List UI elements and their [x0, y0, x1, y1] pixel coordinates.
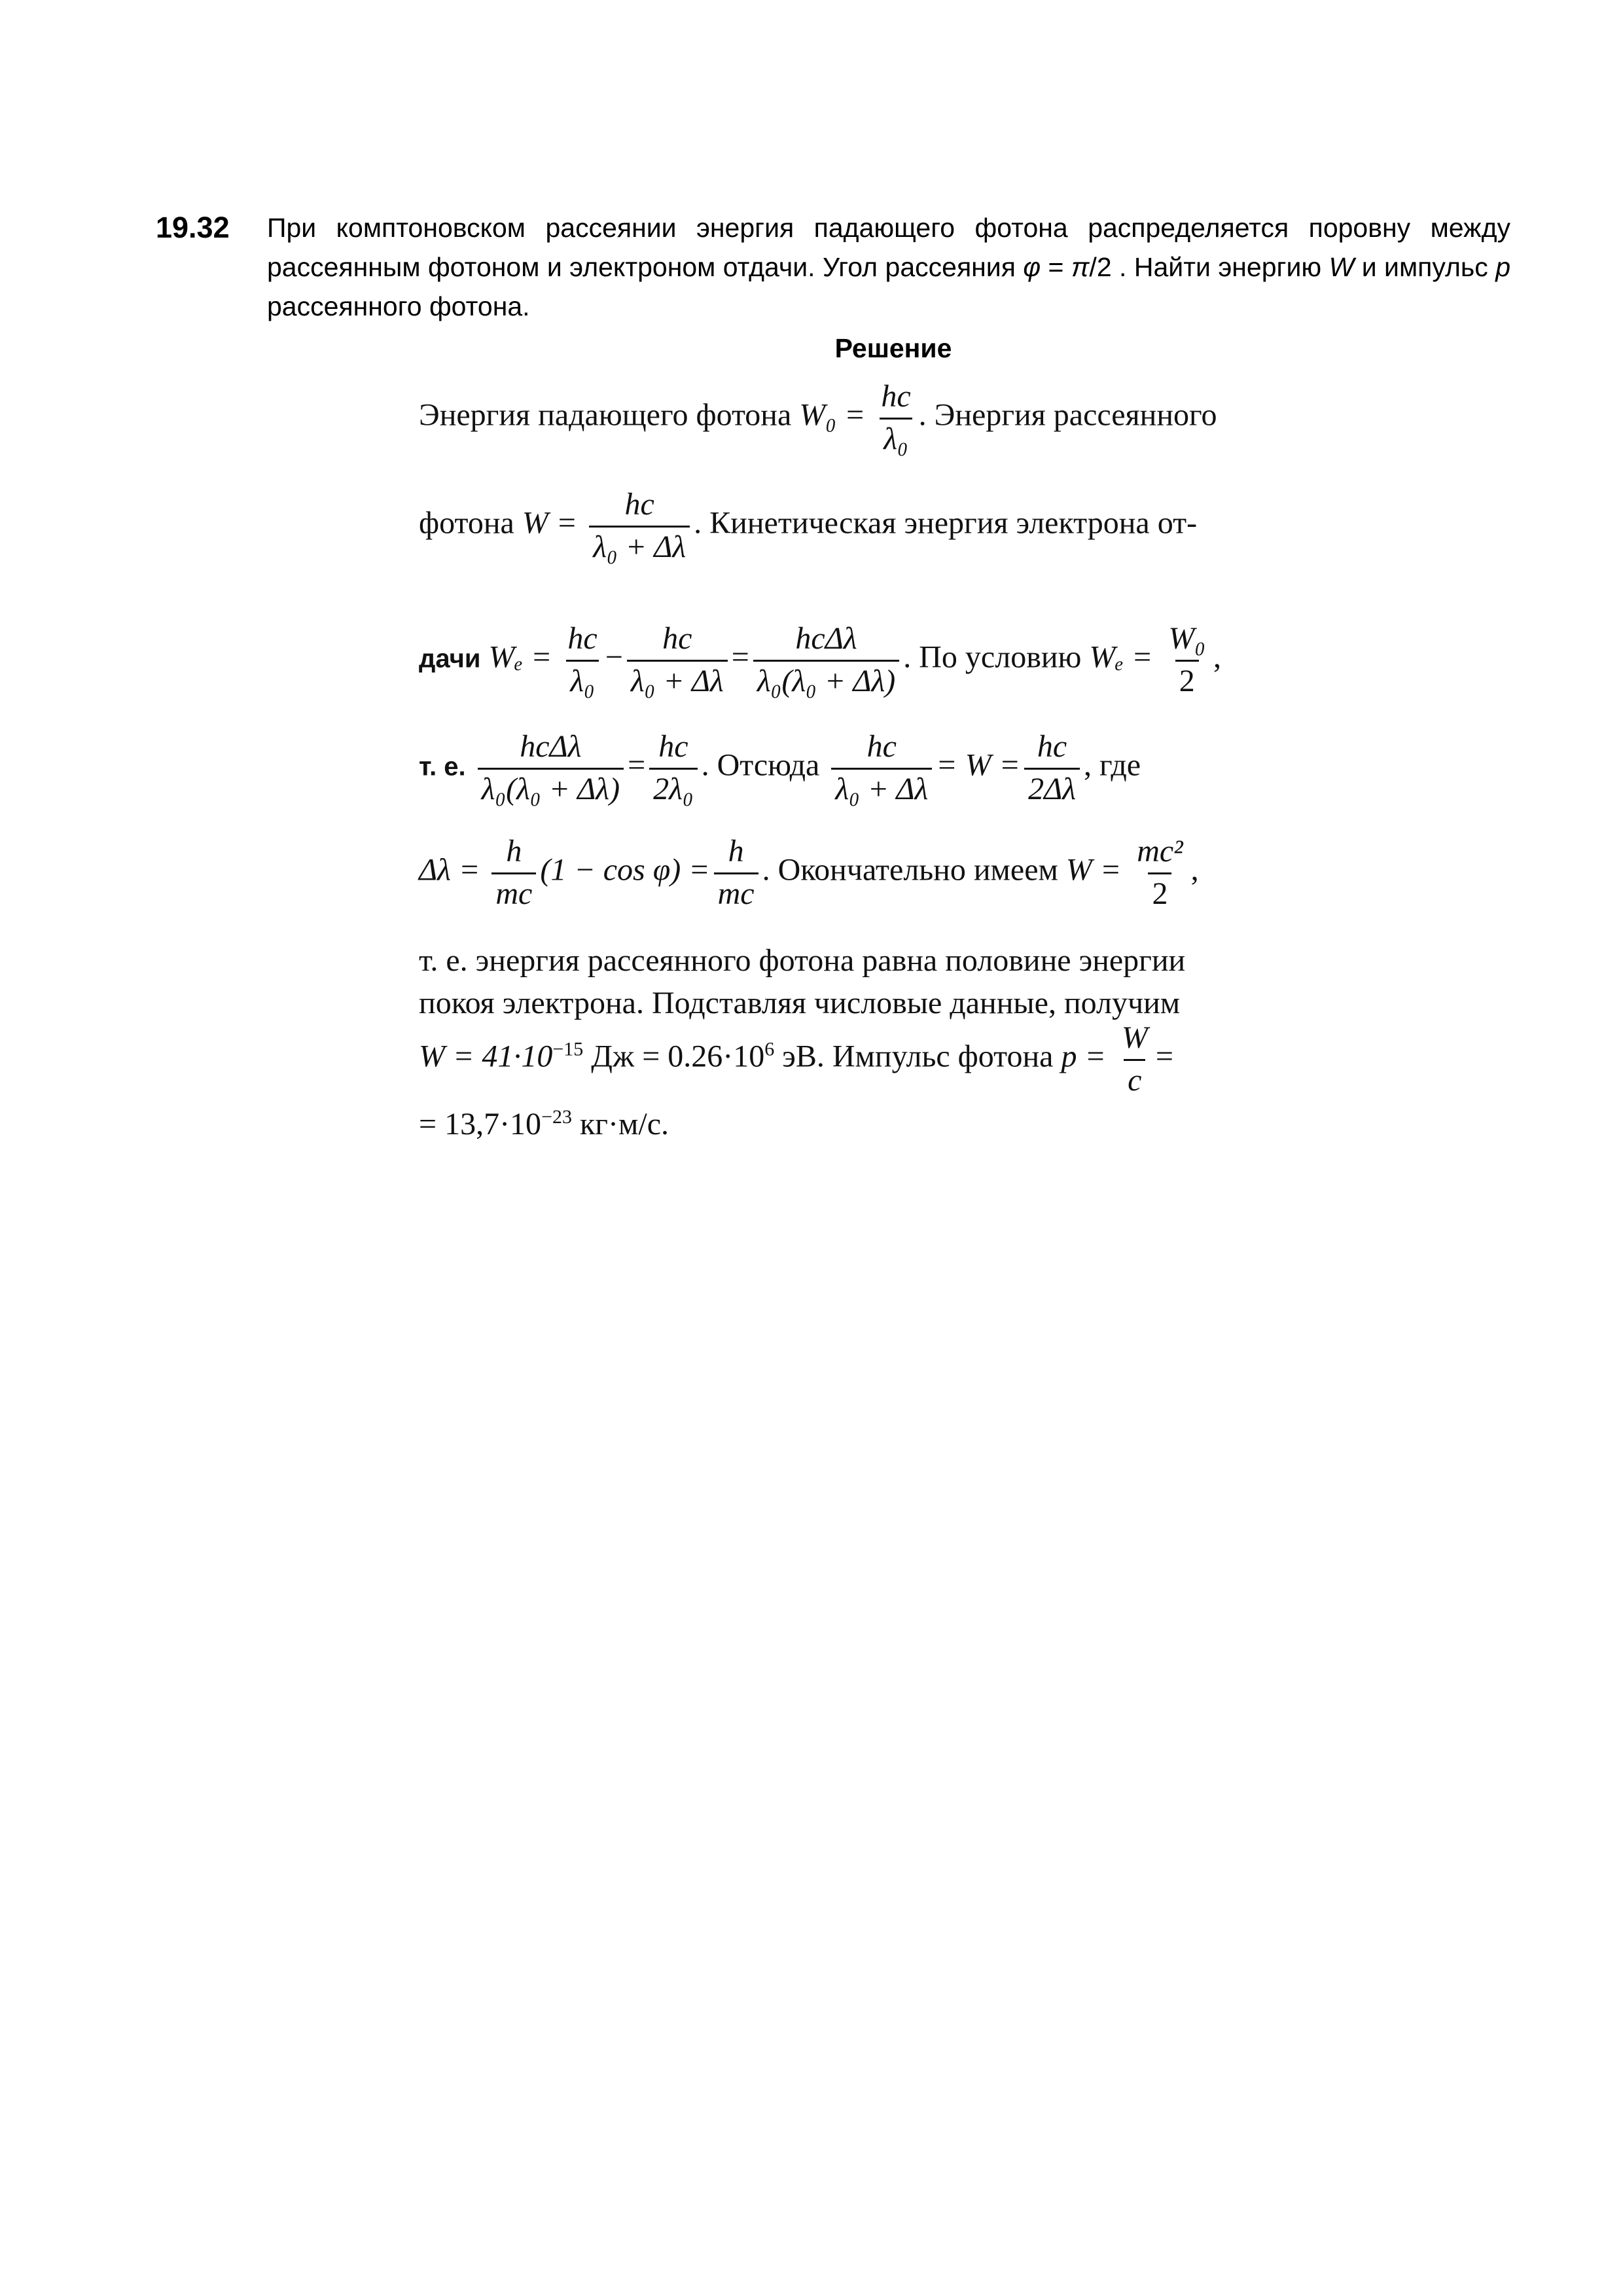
- phi-symbol: φ: [1023, 252, 1041, 282]
- solution-line-3: [419, 622, 1221, 698]
- formula-we: Wₑ =: [488, 639, 552, 675]
- formula-w: W =: [1065, 852, 1122, 888]
- exponent: 6: [764, 1038, 775, 1060]
- denominator: 2Δλ: [1024, 768, 1080, 806]
- text-segment: . Отсюда: [701, 747, 820, 783]
- fraction: [753, 622, 899, 698]
- operator: =: [628, 747, 646, 783]
- text-segment: Дж = 0.26·10: [583, 1039, 765, 1074]
- formula-p-value: = 13,7·10: [419, 1107, 542, 1141]
- numerator: mc²: [1137, 834, 1183, 869]
- denominator: 2: [1148, 872, 1171, 911]
- denominator: λ₀ + Δλ: [627, 660, 728, 698]
- numerator: hc: [881, 379, 911, 414]
- w-symbol: W: [1329, 252, 1355, 282]
- angle-rest: /2 . Найти энергию: [1089, 252, 1329, 282]
- numerator: hc: [567, 621, 597, 656]
- numerator: W₀: [1168, 621, 1206, 656]
- fraction: [877, 380, 914, 456]
- problem-text-part1: При комптоновском рассеянии энергия падающего фотона распределяется поровну между рассеянным фотоном и электроном отдачи. Угол рассеяния: [267, 213, 1510, 282]
- formula-we: Wₑ =: [1089, 639, 1153, 675]
- text-segment: покоя электрона. Подставляя числовые данные, получим: [419, 986, 1181, 1020]
- exponent: −15: [552, 1038, 584, 1060]
- solution-line-8: [419, 1021, 1173, 1098]
- fraction: [627, 622, 728, 698]
- text-segment: . Окончательно имеем: [762, 852, 1058, 888]
- denominator: 2λ₀: [649, 768, 697, 806]
- denominator: mc: [714, 872, 758, 911]
- numerator: hc: [624, 487, 654, 522]
- solution-line-2: [419, 488, 1197, 564]
- p-symbol: p: [1495, 252, 1510, 282]
- formula-w-value: W = 41·10: [419, 1039, 553, 1074]
- numerator: hc: [658, 729, 688, 764]
- text-segment: дачи: [419, 644, 481, 673]
- formula-w0: W₀ =: [799, 397, 866, 433]
- denominator: c: [1124, 1059, 1145, 1098]
- numerator: h: [506, 834, 522, 869]
- numerator: hc: [1037, 729, 1067, 764]
- text-segment: т. е.: [419, 752, 466, 781]
- text-segment: . Энергия рассеянного: [918, 397, 1217, 433]
- fraction: [589, 488, 690, 564]
- fraction: [649, 730, 697, 806]
- numerator: hc: [866, 729, 897, 764]
- formula-paren: (1 − cos φ) =: [540, 852, 710, 888]
- denominator: mc: [491, 872, 536, 911]
- fraction: [831, 730, 932, 806]
- formula-w: W =: [522, 505, 578, 541]
- formula-p: p =: [1061, 1039, 1106, 1074]
- denominator: λ₀ + Δλ: [589, 526, 690, 564]
- punctuation: ,: [1213, 639, 1222, 675]
- fraction: [563, 622, 601, 698]
- solution-line-4: [419, 730, 1141, 806]
- pi-symbol: π: [1071, 252, 1090, 282]
- punctuation: ,: [1190, 852, 1199, 888]
- numerator: hcΔλ: [795, 621, 857, 656]
- operator: = W =: [936, 747, 1021, 783]
- denominator: λ₀(λ₀ + Δλ): [753, 660, 899, 698]
- operator: =: [731, 639, 749, 675]
- angle-equals: =: [1041, 252, 1071, 282]
- problem-number: 19.32: [156, 211, 230, 244]
- problem-text-part2: и импульс: [1354, 252, 1496, 282]
- fraction: [491, 834, 536, 911]
- fraction: [1118, 1021, 1152, 1098]
- solution-line-6: [419, 942, 1185, 978]
- fraction: [714, 834, 758, 911]
- denominator: λ₀: [566, 660, 598, 698]
- solution-line-9: [419, 1106, 669, 1142]
- fraction: [1133, 834, 1186, 911]
- solution-line-1: [419, 380, 1217, 456]
- numerator: h: [728, 834, 744, 869]
- text-segment: Энергия падающего фотона: [419, 397, 792, 433]
- numerator: W: [1121, 1020, 1148, 1055]
- text-segment: эВ. Импульс фотона: [774, 1039, 1054, 1074]
- operator: −: [605, 639, 623, 675]
- text-segment: , где: [1084, 747, 1141, 783]
- solution-line-5: [419, 834, 1199, 911]
- text-segment: . По условию: [903, 639, 1082, 675]
- numerator: hc: [662, 621, 692, 656]
- text-segment: фотона: [419, 505, 514, 541]
- fraction: [1024, 730, 1080, 806]
- problem-text-part3: рассеянного фотона.: [267, 291, 530, 321]
- exponent: −23: [541, 1106, 572, 1128]
- denominator: λ₀ + Δλ: [831, 768, 932, 806]
- operator: =: [1155, 1039, 1173, 1074]
- denominator: λ₀(λ₀ + Δλ): [478, 768, 624, 806]
- problem-text: [267, 208, 1510, 326]
- text-segment: кг·м/с.: [571, 1107, 669, 1141]
- solution-title: Решение: [834, 333, 952, 363]
- denominator: 2: [1175, 660, 1199, 698]
- text-segment: . Кинетическая энергия электрона от-: [694, 505, 1198, 541]
- solution-line-7: [419, 985, 1180, 1021]
- text-segment: т. е. энергия рассеянного фотона равна половине энергии: [419, 943, 1186, 978]
- fraction: [1164, 622, 1209, 698]
- numerator: hcΔλ: [520, 729, 582, 764]
- fraction: [478, 730, 624, 806]
- formula-delta-lambda: Δλ =: [419, 852, 480, 888]
- denominator: λ₀: [880, 418, 912, 456]
